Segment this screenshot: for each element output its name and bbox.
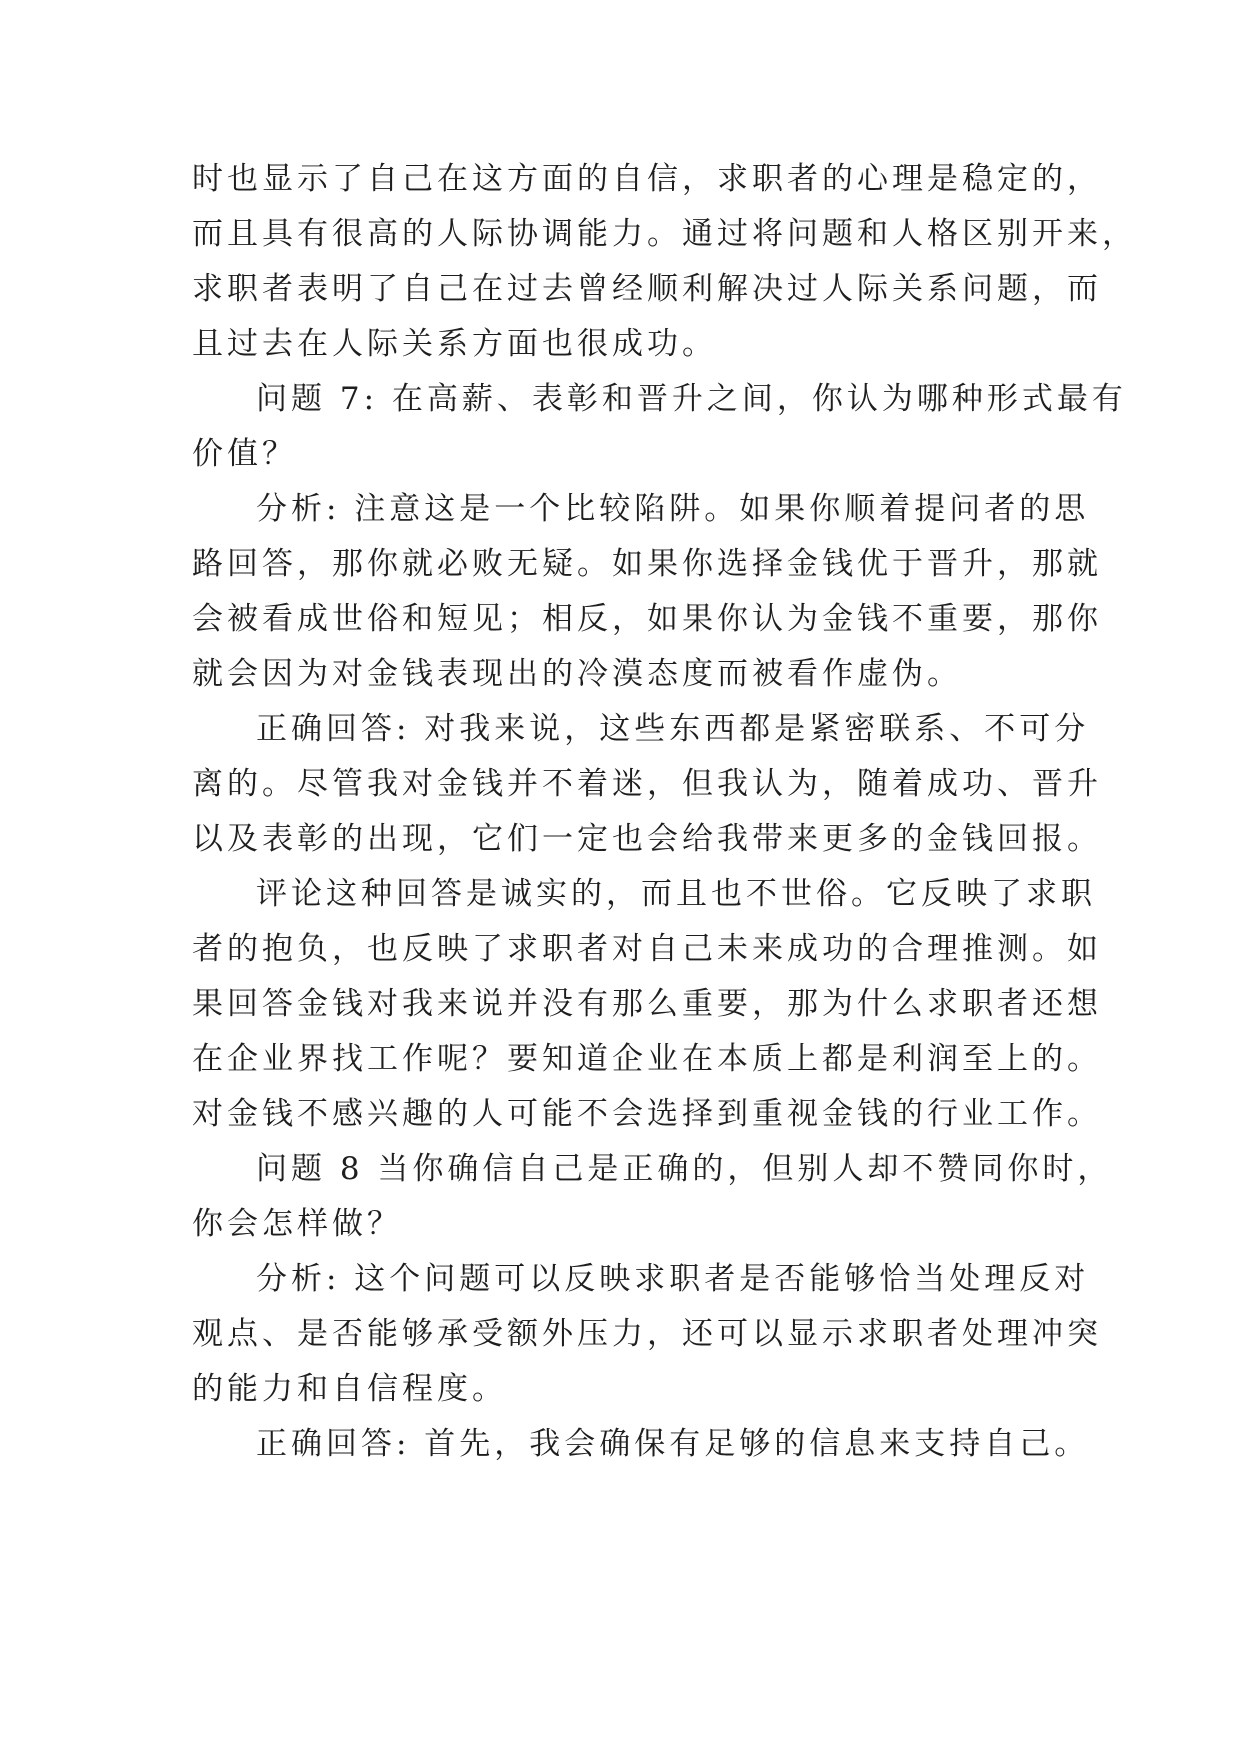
paragraph-line: 而且具有很高的人际协调能力。通过将问题和人格区别开来， [192, 216, 1137, 252]
paragraph-line: 价值？ [192, 436, 297, 472]
paragraph-line: 离的。尽管我对金钱并不着迷，但我认为，随着成功、晋升 [192, 766, 1102, 802]
paragraph-line: 时也显示了自己在这方面的自信，求职者的心理是稳定的， [192, 161, 1102, 197]
paragraph-line: 观点、是否能够承受额外压力，还可以显示求职者处理冲突 [192, 1316, 1102, 1352]
analysis-line: 分析: 注意这是一个比较陷阱。如果你顺着提问者的思 [256, 491, 1090, 527]
paragraph-line: 你会怎样做？ [192, 1206, 402, 1242]
paragraph-line: 者的抱负，也反映了求职者对自己未来成功的合理推测。如 [192, 931, 1102, 967]
analysis-line: 分析: 这个问题可以反映求职者是否能够恰当处理反对 [256, 1261, 1090, 1297]
question-heading: 问题 8 当你确信自己是正确的，但别人却不赞同你时， [256, 1151, 1113, 1187]
paragraph-line: 对金钱不感兴趣的人可能不会选择到重视金钱的行业工作。 [192, 1096, 1102, 1132]
paragraph-line: 就会因为对金钱表现出的冷漠态度而被看作虚伪。 [192, 656, 962, 692]
paragraph-line: 的能力和自信程度。 [192, 1371, 507, 1407]
paragraph-line: 求职者表明了自己在过去曾经顺利解决过人际关系问题，而 [192, 271, 1102, 307]
answer-line: 正确回答: 对我来说，这些东西都是紧密联系、不可分 [256, 711, 1090, 747]
comment-line: 评论这种回答是诚实的，而且也不世俗。它反映了求职 [256, 876, 1096, 912]
paragraph-line: 且过去在人际关系方面也很成功。 [192, 326, 717, 362]
answer-line: 正确回答: 首先，我会确保有足够的信息来支持自己。 [256, 1426, 1090, 1462]
paragraph-line: 在企业界找工作呢？要知道企业在本质上都是利润至上的。 [192, 1041, 1102, 1077]
paragraph-line: 路回答，那你就必败无疑。如果你选择金钱优于晋升，那就 [192, 546, 1102, 582]
paragraph-line: 会被看成世俗和短见；相反，如果你认为金钱不重要，那你 [192, 601, 1102, 637]
paragraph-line: 以及表彰的出现，它们一定也会给我带来更多的金钱回报。 [192, 821, 1102, 857]
paragraph-line: 果回答金钱对我来说并没有那么重要，那为什么求职者还想 [192, 986, 1102, 1022]
question-heading: 问题 7: 在高薪、表彰和晋升之间，你认为哪种形式最有 [256, 381, 1127, 417]
